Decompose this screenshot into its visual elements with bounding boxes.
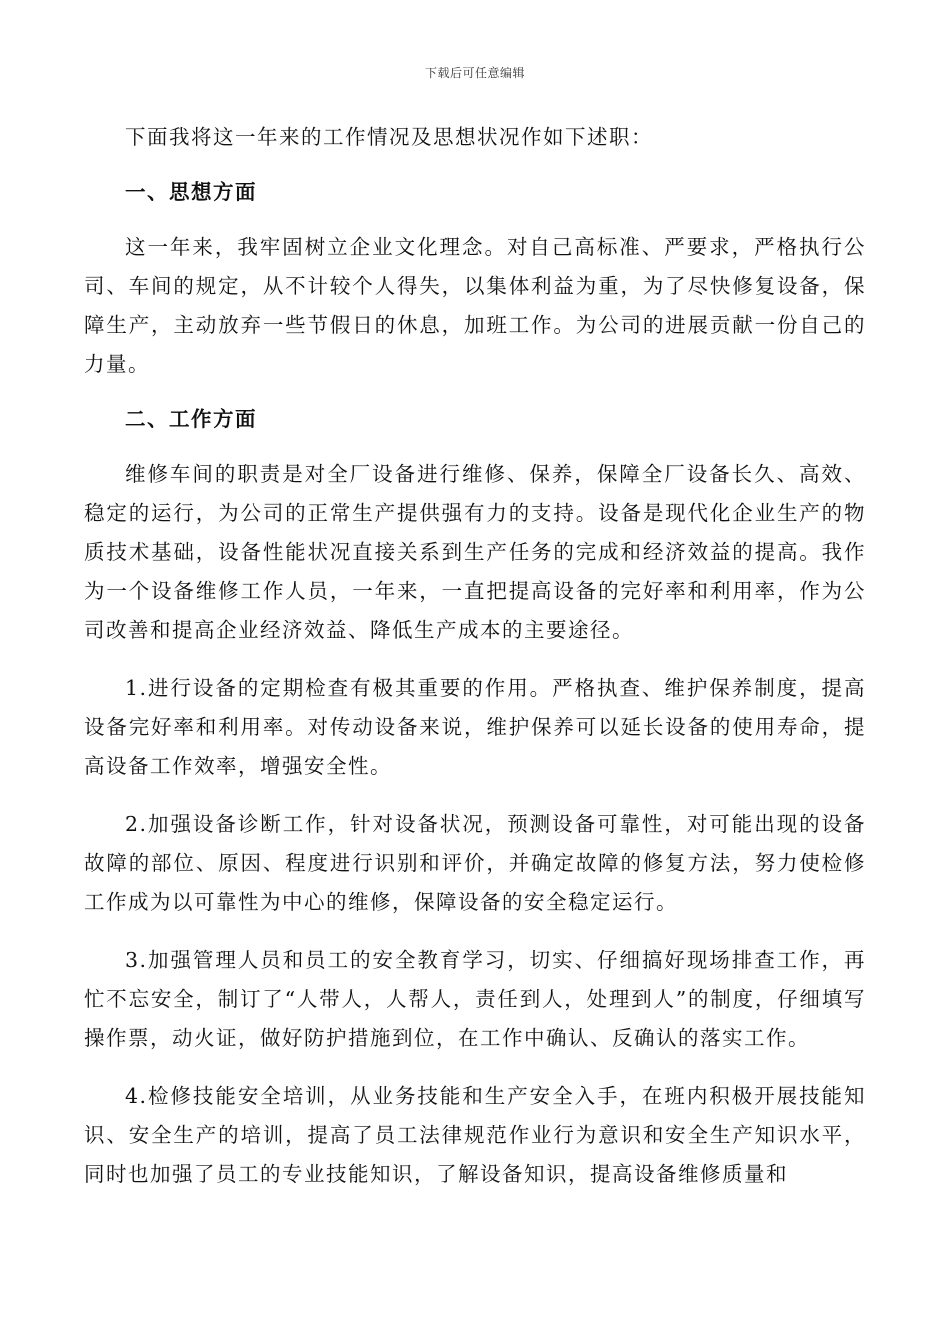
list-item: 3.加强管理人员和员工的安全教育学习，切实、仔细搞好现场排查工作，再忙不忘安全，制订了“人带人，人帮人，责任到人，处理到人”的制度，仔细填写操作票，动火证，做好防护措施到位，在工作中确认、反确认的落实工作。 <box>84 948 866 1050</box>
document-body <box>84 118 866 1194</box>
section-body-thought: 这一年来，我牢固树立企业文化理念。对自己高标准、严要求，严格执行公司、车间的规定，从不计较个人得失，以集体利益为重，为了尽快修复设备，保障生产，主动放弃一些节假日的休息，加班工作。为公司的进展贡献一份自己的力量。 <box>84 235 866 376</box>
list-item: 2.加强设备诊断工作，针对设备状况，预测设备可靠性，对可能出现的设备故障的部位、原因、程度进行识别和评价，并确定故障的修复方法，努力使检修工作成为以可靠性为中心的维修，保障设备的安全稳定运行。 <box>84 812 866 914</box>
header-note: 下载后可任意编辑 <box>424 66 525 80</box>
section-heading-thought: 一、思想方面 <box>125 180 257 204</box>
list-item: 4.检修技能安全培训，从业务技能和生产安全入手，在班内积极开展技能知识、安全生产的培训，提高了员工法律规范作业行为意识和安全生产知识水平，同时也加强了员工的专业技能知识，了解设备知识，提高设备维修质量和 <box>84 1084 866 1186</box>
intro-paragraph: 下面我将这一年来的工作情况及思想状况作如下述职： <box>125 125 653 149</box>
list-item: 1.进行设备的定期检查有极其重要的作用。严格执查、维护保养制度，提高设备完好率和利用率。对传动设备来说，维护保养可以延长设备的使用寿命，提高设备工作效率，增强安全性。 <box>84 676 866 778</box>
section-body-work: 维修车间的职责是对全厂设备进行维修、保养，保障全厂设备长久、高效、稳定的运行，为公司的正常生产提供强有力的支持。设备是现代化企业生产的物质技术基础，设备性能状况直接关系到生产任务的完成和经济效益的提高。我作为一个设备维修工作人员，一年来，一直把提高设备的完好率和利用率，作为公司改善和提高企业经济效益、降低生产成本的主要途径。 <box>84 462 866 642</box>
section-heading-work: 二、工作方面 <box>125 407 257 431</box>
